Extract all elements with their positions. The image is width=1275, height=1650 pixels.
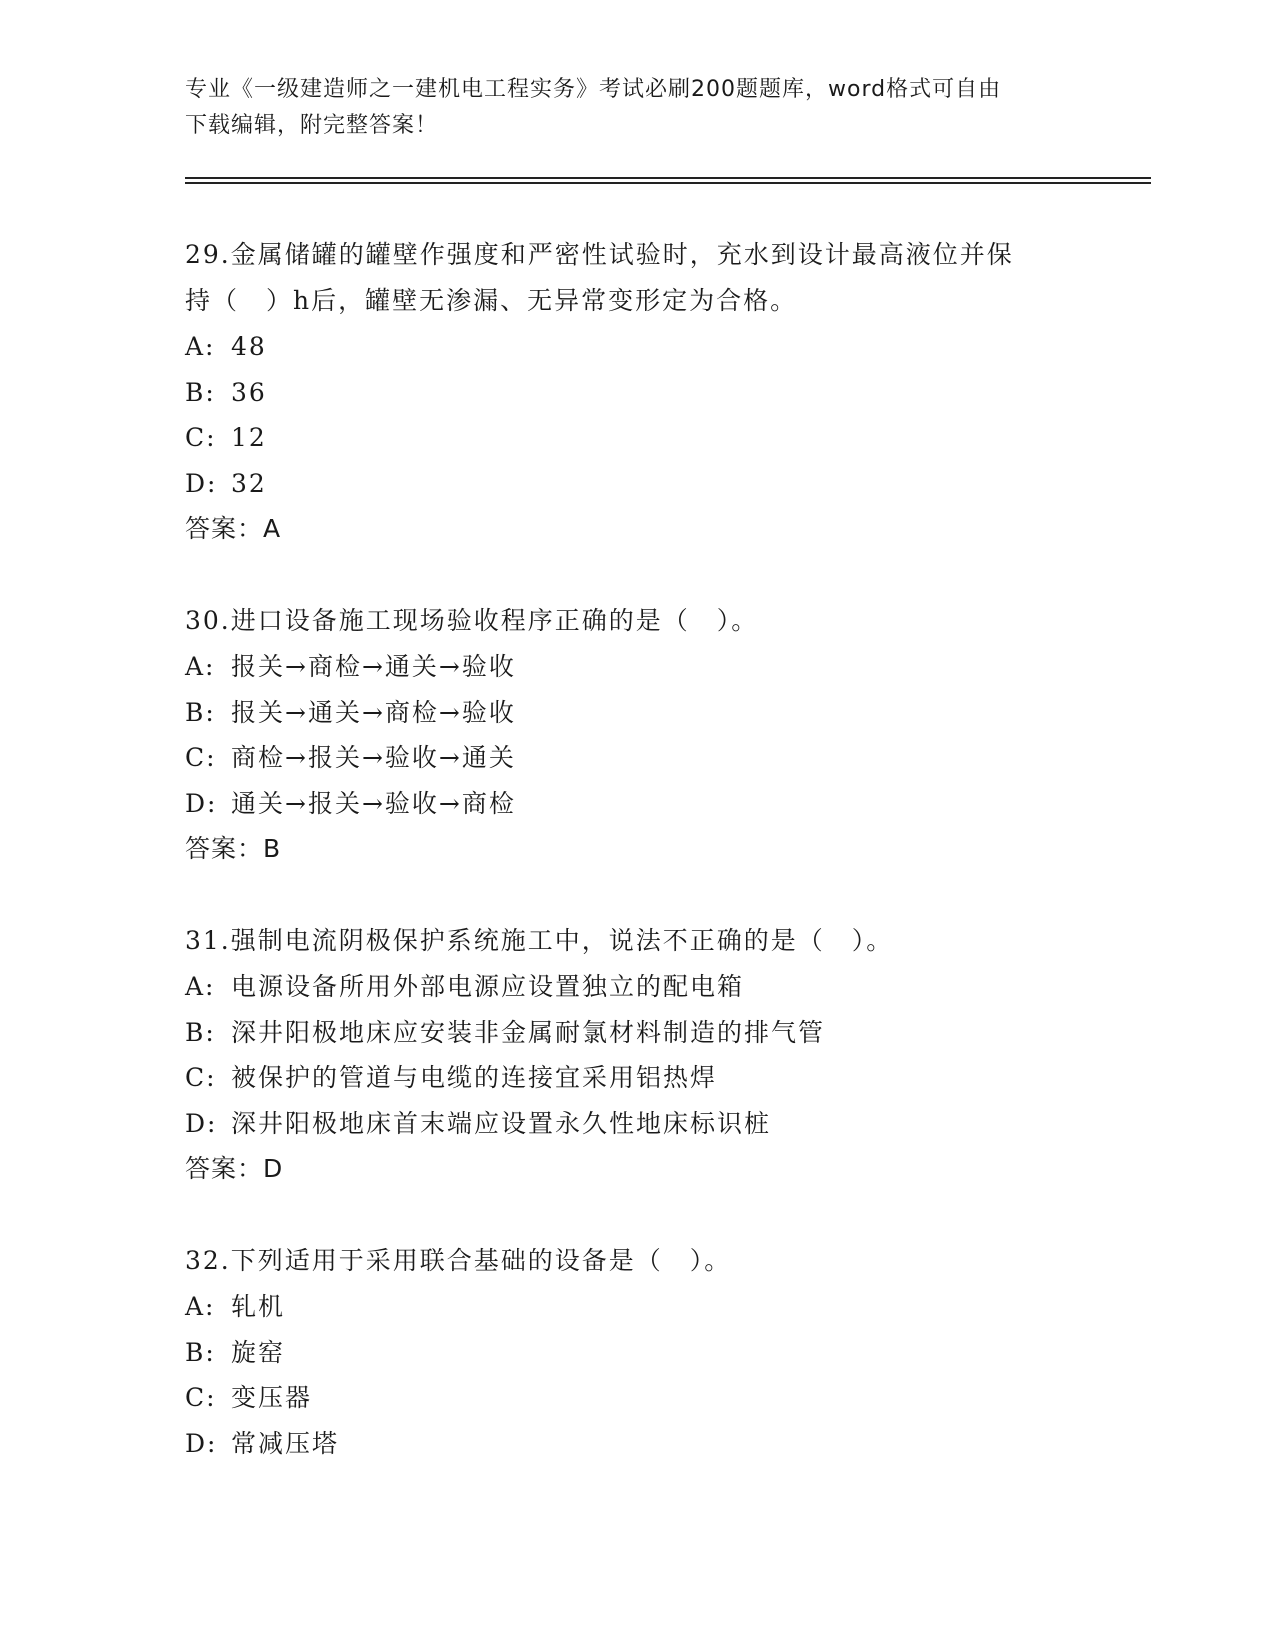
question-stem-line: 持（ ）h后，罐壁无渗漏、无异常变形定为合格。 <box>185 286 798 315</box>
option-b <box>185 1330 1085 1376</box>
option-text: 12 <box>231 423 267 452</box>
option-text: 报关→通关→商检→验收 <box>231 697 516 727</box>
option-d <box>185 1101 1085 1147</box>
question-29 <box>185 232 1085 552</box>
question-stem <box>185 1238 1085 1284</box>
option-text: 被保护的管道与电缆的连接宜采用铝热焊 <box>231 1063 718 1092</box>
option-text: 变压器 <box>231 1383 313 1412</box>
option-a <box>185 644 1085 690</box>
option-key: A: <box>185 652 216 681</box>
option-key: B: <box>185 1017 216 1047</box>
header-divider-bottom <box>185 182 1151 184</box>
answer-line: 答案：A <box>185 514 282 543</box>
option-key: D: <box>185 1108 218 1138</box>
answer-line: 答案：D <box>185 1154 284 1183</box>
header-divider-top <box>185 177 1151 179</box>
option-key: C: <box>185 1383 217 1412</box>
option-key: B: <box>185 377 216 407</box>
option-key: D: <box>185 468 218 498</box>
option-key: D: <box>185 1428 218 1458</box>
question-list <box>185 232 1085 1512</box>
option-c <box>185 1055 1085 1101</box>
option-b <box>185 1010 1085 1056</box>
option-text: 轧机 <box>231 1292 286 1321</box>
question-stem-line: 31.强制电流阴极保护系统施工中，说法不正确的是（ ）。 <box>185 926 894 955</box>
option-c <box>185 1375 1085 1421</box>
option-text: 36 <box>231 377 267 407</box>
option-text: 常减压塔 <box>231 1428 340 1458</box>
question-stem <box>185 598 1085 644</box>
question-stem-line: 29.金属储罐的罐壁作强度和严密性试验时，充水到设计最高液位并保 <box>185 240 1014 269</box>
question-stem <box>185 918 1085 964</box>
option-b <box>185 370 1085 416</box>
header-line-1: 专业《一级建造师之一建机电工程实务》考试必刷200题题库，word格式可自由 <box>185 77 1002 102</box>
option-key: B: <box>185 1337 216 1367</box>
question-31 <box>185 918 1085 1192</box>
option-key: D: <box>185 788 218 818</box>
option-a <box>185 1284 1085 1330</box>
option-a <box>185 964 1085 1010</box>
option-key: A: <box>185 972 216 1001</box>
option-c <box>185 415 1085 461</box>
option-text: 48 <box>231 332 267 361</box>
option-text: 深井阳极地床首末端应设置永久性地床标识桩 <box>231 1108 772 1138</box>
option-key: C: <box>185 743 217 772</box>
option-b <box>185 690 1085 736</box>
option-d <box>185 781 1085 827</box>
question-30 <box>185 598 1085 872</box>
question-32 <box>185 1238 1085 1466</box>
option-key: B: <box>185 697 216 727</box>
question-stem <box>185 232 1085 324</box>
answer-line: 答案：B <box>185 834 282 863</box>
option-text: 32 <box>231 468 267 498</box>
option-d <box>185 461 1085 507</box>
option-a <box>185 324 1085 370</box>
option-key: A: <box>185 1292 216 1321</box>
question-stem-line: 30.进口设备施工现场验收程序正确的是（ ）。 <box>185 606 759 635</box>
option-key: A: <box>185 332 216 361</box>
question-stem-line: 32.下列适用于采用联合基础的设备是（ ）。 <box>185 1246 732 1275</box>
option-text: 商检→报关→验收→通关 <box>231 743 516 772</box>
option-d <box>185 1421 1085 1467</box>
option-text: 电源设备所用外部电源应设置独立的配电箱 <box>231 972 745 1001</box>
option-text: 报关→商检→通关→验收 <box>231 652 516 681</box>
document-header <box>185 72 1085 144</box>
option-c <box>185 735 1085 781</box>
option-text: 旋窑 <box>231 1337 286 1367</box>
option-key: C: <box>185 1063 217 1092</box>
header-line-2: 下载编辑，附完整答案！ <box>185 113 439 138</box>
option-key: C: <box>185 423 217 452</box>
option-text: 通关→报关→验收→商检 <box>231 788 516 818</box>
option-text: 深井阳极地床应安装非金属耐氯材料制造的排气管 <box>231 1017 826 1047</box>
